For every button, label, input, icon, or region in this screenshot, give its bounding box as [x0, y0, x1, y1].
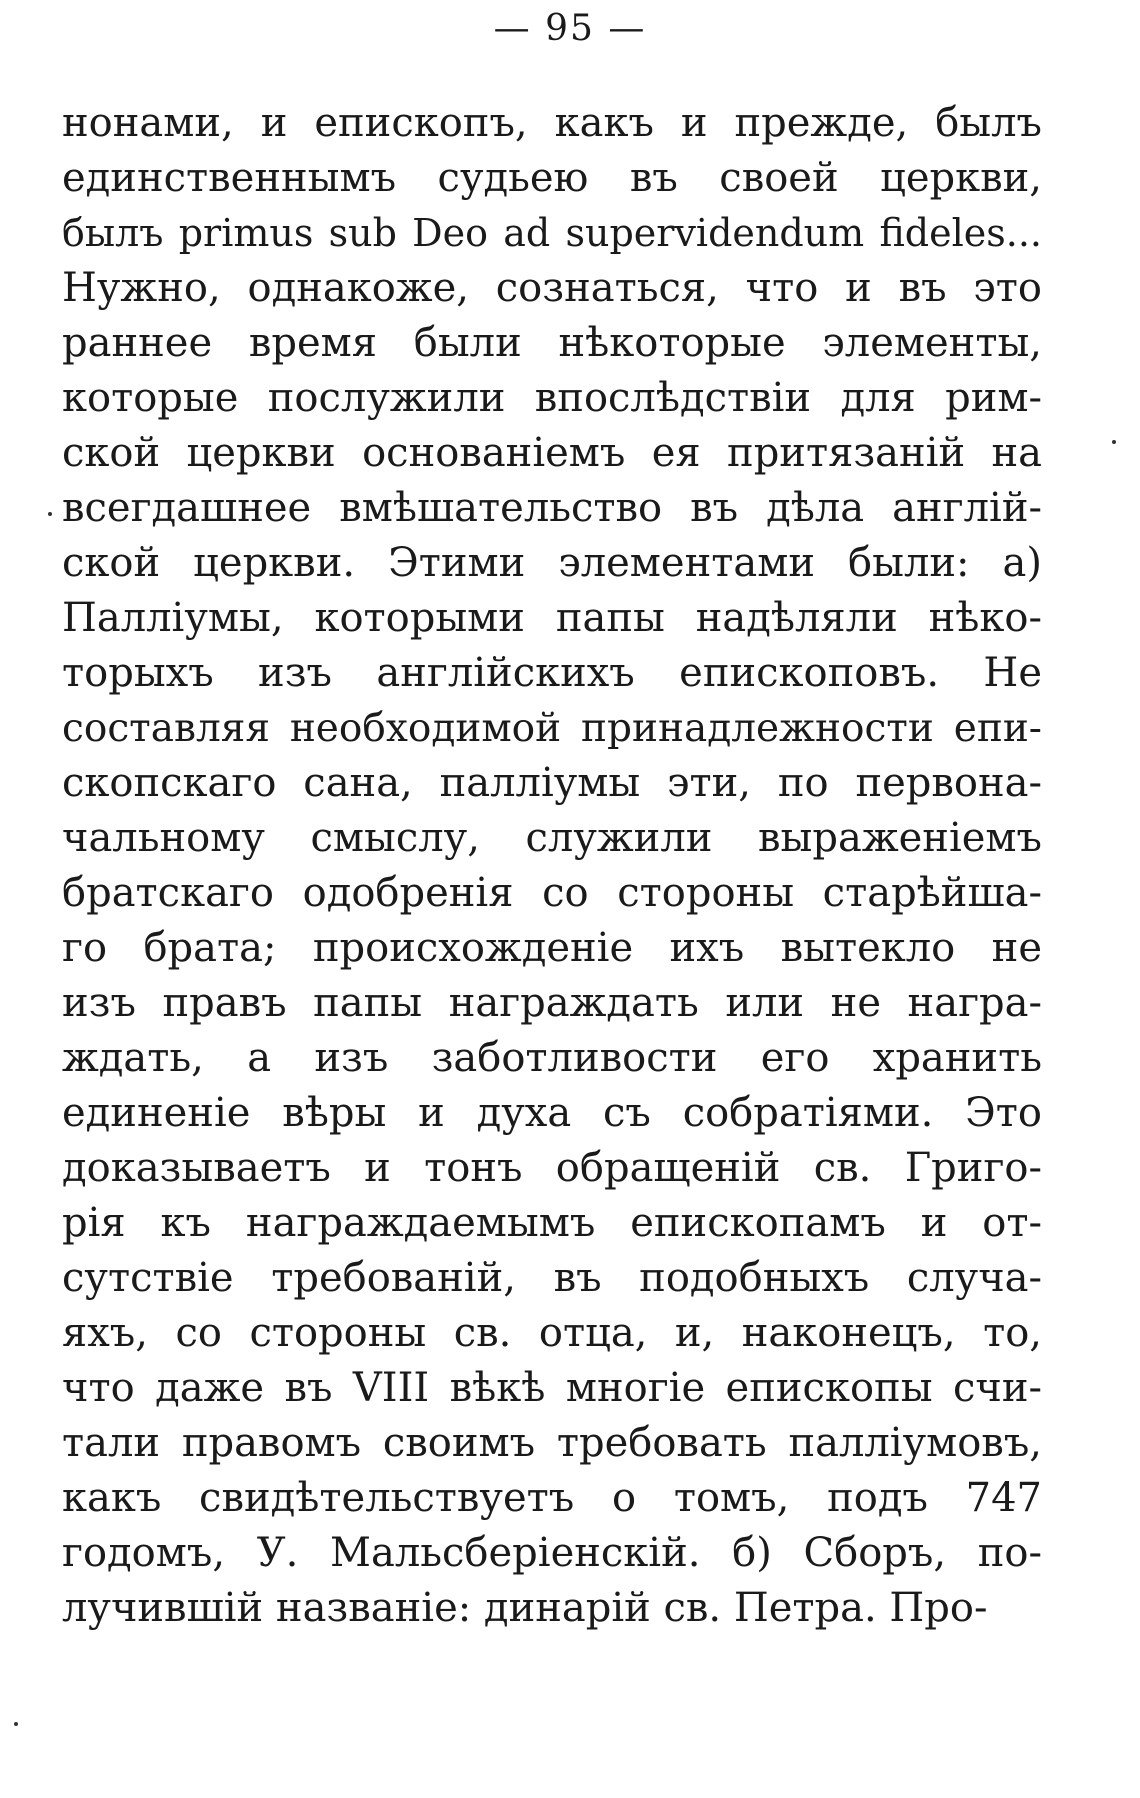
text-line: скопскаго сана, палліумы эти, по первона- [62, 760, 1042, 806]
text-line: ской церкви основаніемъ ея притязаній на [62, 430, 1042, 476]
text-line: что даже въ VIII вѣкѣ многіе епископы счи- [62, 1365, 1042, 1411]
scan-speck [14, 1722, 18, 1726]
text-line: которые послужили впослѣдствіи для рим- [62, 375, 1042, 421]
text-line: составляя необходимой принадлежности епи- [62, 706, 1042, 751]
text-line: Нужно, однакоже, сознаться, что и въ это [62, 265, 1042, 311]
body-text [62, 96, 1042, 1636]
text-line: го брата; происхожденіе ихъ вытекло не [62, 925, 1042, 971]
text-line: торыхъ изъ англійскихъ епископовъ. Не [62, 650, 1042, 696]
scan-speck [1112, 440, 1116, 444]
text-line: всегдашнее вмѣшательство въ дѣла англій- [62, 485, 1042, 531]
text-line: чальному смыслу, служили выраженіемъ [62, 815, 1042, 861]
text-line: тали правомъ своимъ требовать палліумовъ, [62, 1420, 1042, 1466]
text-line: лучившій названіе: динарій св. Петра. Про- [62, 1585, 988, 1631]
text-line: сутствіе требованій, въ подобныхъ случа- [62, 1255, 1042, 1301]
text-line: единственнымъ судьею въ своей церкви, [62, 155, 1042, 201]
text-line: былъ primus sub Deo ad supervidendum fideles... [62, 211, 1042, 255]
text-line: доказываетъ и тонъ обращеній св. Григо- [62, 1145, 1042, 1191]
scan-speck [48, 512, 52, 516]
text-line: изъ правъ папы награждать или не награ- [62, 980, 1042, 1026]
text-line: яхъ, со стороны св. отца, и, наконецъ, то, [62, 1310, 1042, 1356]
text-line: ждать, а изъ заботливости его хранить [62, 1035, 1042, 1081]
text-line: годомъ, У. Мальсберіенскій. б) Сборъ, по- [62, 1530, 1042, 1576]
text-line: Палліумы, которыми папы надѣляли нѣко- [62, 595, 1042, 641]
page-number: — 95 — [493, 8, 647, 49]
text-line: рія къ награждаемымъ епископамъ и от- [62, 1200, 1042, 1246]
text-line: братскаго одобренія со стороны старѣйша- [62, 870, 1042, 916]
text-line: нонами, и епископъ, какъ и прежде, былъ [62, 100, 1042, 146]
text-line: раннее время были нѣкоторые элементы, [62, 320, 1042, 366]
text-line: ской церкви. Этими элементами были: а) [62, 540, 1042, 586]
text-line: единеніе вѣры и духа съ собратіями. Это [62, 1090, 1042, 1136]
text-line: какъ свидѣтельствуетъ о томъ, подъ 747 [62, 1475, 1042, 1521]
